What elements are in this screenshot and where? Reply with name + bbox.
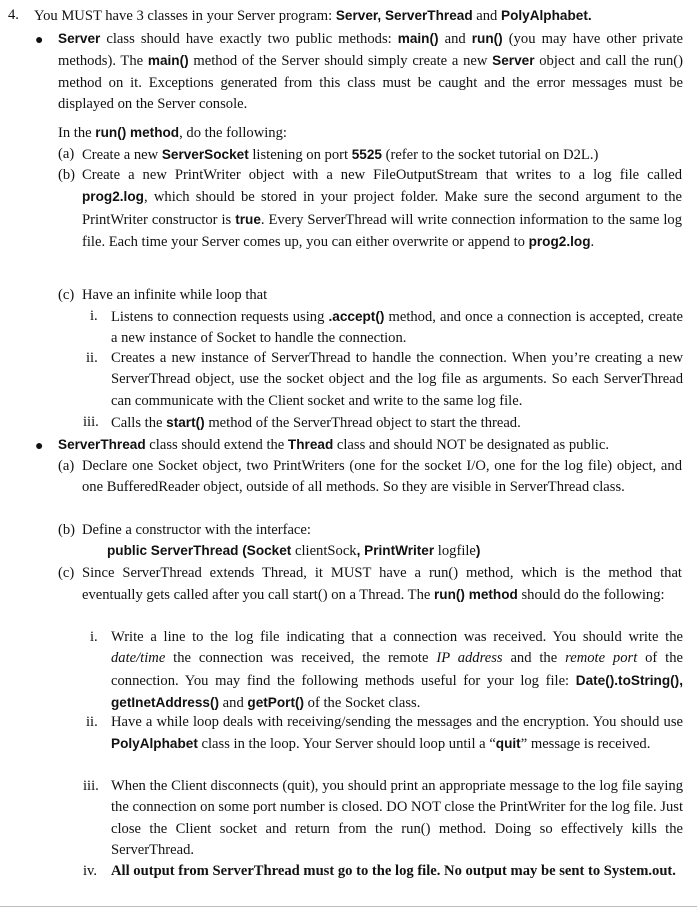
list-marker-a: (a)	[58, 458, 75, 474]
st-step-b: Define a constructor with the interface:	[82, 522, 311, 538]
list-marker-b: (b)	[58, 167, 76, 183]
run-step-c-i: Listens to connection requests using .accept() method, and once a connection is accepted, create a new instance of Socket to handle the connection.	[111, 309, 683, 347]
item-number: 4.	[8, 7, 19, 23]
server-paragraph: Server class should have exactly two public methods: main() and run() (you may have other private methods). The main() method of the Server should simply create a new Server object and call the run() method on it. Exceptions generated from this class must be caught and the error messages must be displayed on the Server console.	[58, 31, 683, 112]
run-step-b: Create a new PrintWriter object with a new FileOutputStream that writes to a log file called prog2.log, which should be stored in your project folder. Make sure the second argument to the PrintWriter constructor is true. Every ServerThread will write connection information to the same log file. Each time your Server comes up, you can either overwrite or append to prog2.log.	[82, 167, 682, 250]
list-marker-c-ii: ii.	[86, 714, 98, 730]
run-step-a: Create a new ServerSocket listening on port 5525 (refer to the socket tutorial on D2L.)	[82, 147, 599, 163]
run-step-c-ii: Creates a new instance of ServerThread to handle the connection. When you’re creating a new ServerThread object, use the socket object and the log file as arguments. So each ServerThread can communicate with the Client socket and write to the same log file.	[111, 350, 683, 409]
list-marker-b: (b)	[58, 522, 76, 538]
list-marker-c: (c)	[58, 565, 75, 581]
list-marker-c-i: i.	[90, 308, 98, 324]
list-marker-c-ii: ii.	[86, 350, 98, 366]
bullet-icon: ●	[35, 439, 44, 454]
bullet-icon: ●	[35, 33, 44, 48]
run-step-c: Have an infinite while loop that	[82, 287, 268, 303]
list-marker-c-iii: iii.	[83, 778, 99, 794]
list-marker-c: (c)	[58, 287, 75, 303]
st-step-c-ii: Have a while loop deals with receiving/sending the messages and the encryption. You should use PolyAlphabet class in the loop. Your Server should loop until a “quit” message is received.	[111, 714, 683, 753]
list-marker-a: (a)	[58, 146, 75, 162]
constructor-signature: public ServerThread (Socket clientSock, PrintWriter logfile)	[107, 543, 481, 559]
page-bottom-border	[0, 906, 697, 907]
list-marker-c-iv: iv.	[83, 863, 98, 879]
item-heading: You MUST have 3 classes in your Server program: Server, ServerThread and PolyAlphabet.	[34, 8, 592, 24]
list-marker-c-i: i.	[90, 629, 98, 645]
run-step-c-iii: Calls the start() method of the ServerThread object to start the thread.	[111, 415, 521, 431]
st-step-a: Declare one Socket object, two PrintWriters (one for the socket I/O, one for the log file) object, and one BufferedReader object, outside of all methods. So they are visible in ServerThread class.	[82, 458, 682, 496]
st-step-c-i: Write a line to the log file indicating that a connection was received. You should write the date/time the connection was received, the remote IP address and the remote port of the connection. You may find the following methods useful for your log file: Date().toString(), getInetAddress() and getPort() of the Socket class.	[111, 629, 683, 711]
st-step-c: Since ServerThread extends Thread, it MUST have a run() method, which is the method that eventually gets called after you call start() on a Thread. The run() method should do the following:	[82, 565, 682, 604]
st-step-c-iv: All output from ServerThread must go to the log file. No output may be sent to System.out.	[111, 863, 676, 879]
st-step-c-iii: When the Client disconnects (quit), you should print an appropriate message to the log file saying the connection on some port number is closed. DO NOT close the PrintWriter for the log file. Just close the Client socket and return from the run() method. Doing so effectively kills the ServerThread.	[111, 778, 683, 858]
run-intro: In the run() method, do the following:	[58, 125, 287, 141]
list-marker-c-iii: iii.	[83, 414, 99, 430]
serverthread-paragraph: ServerThread class should extend the Thread class and should NOT be designated as public.	[58, 437, 609, 453]
